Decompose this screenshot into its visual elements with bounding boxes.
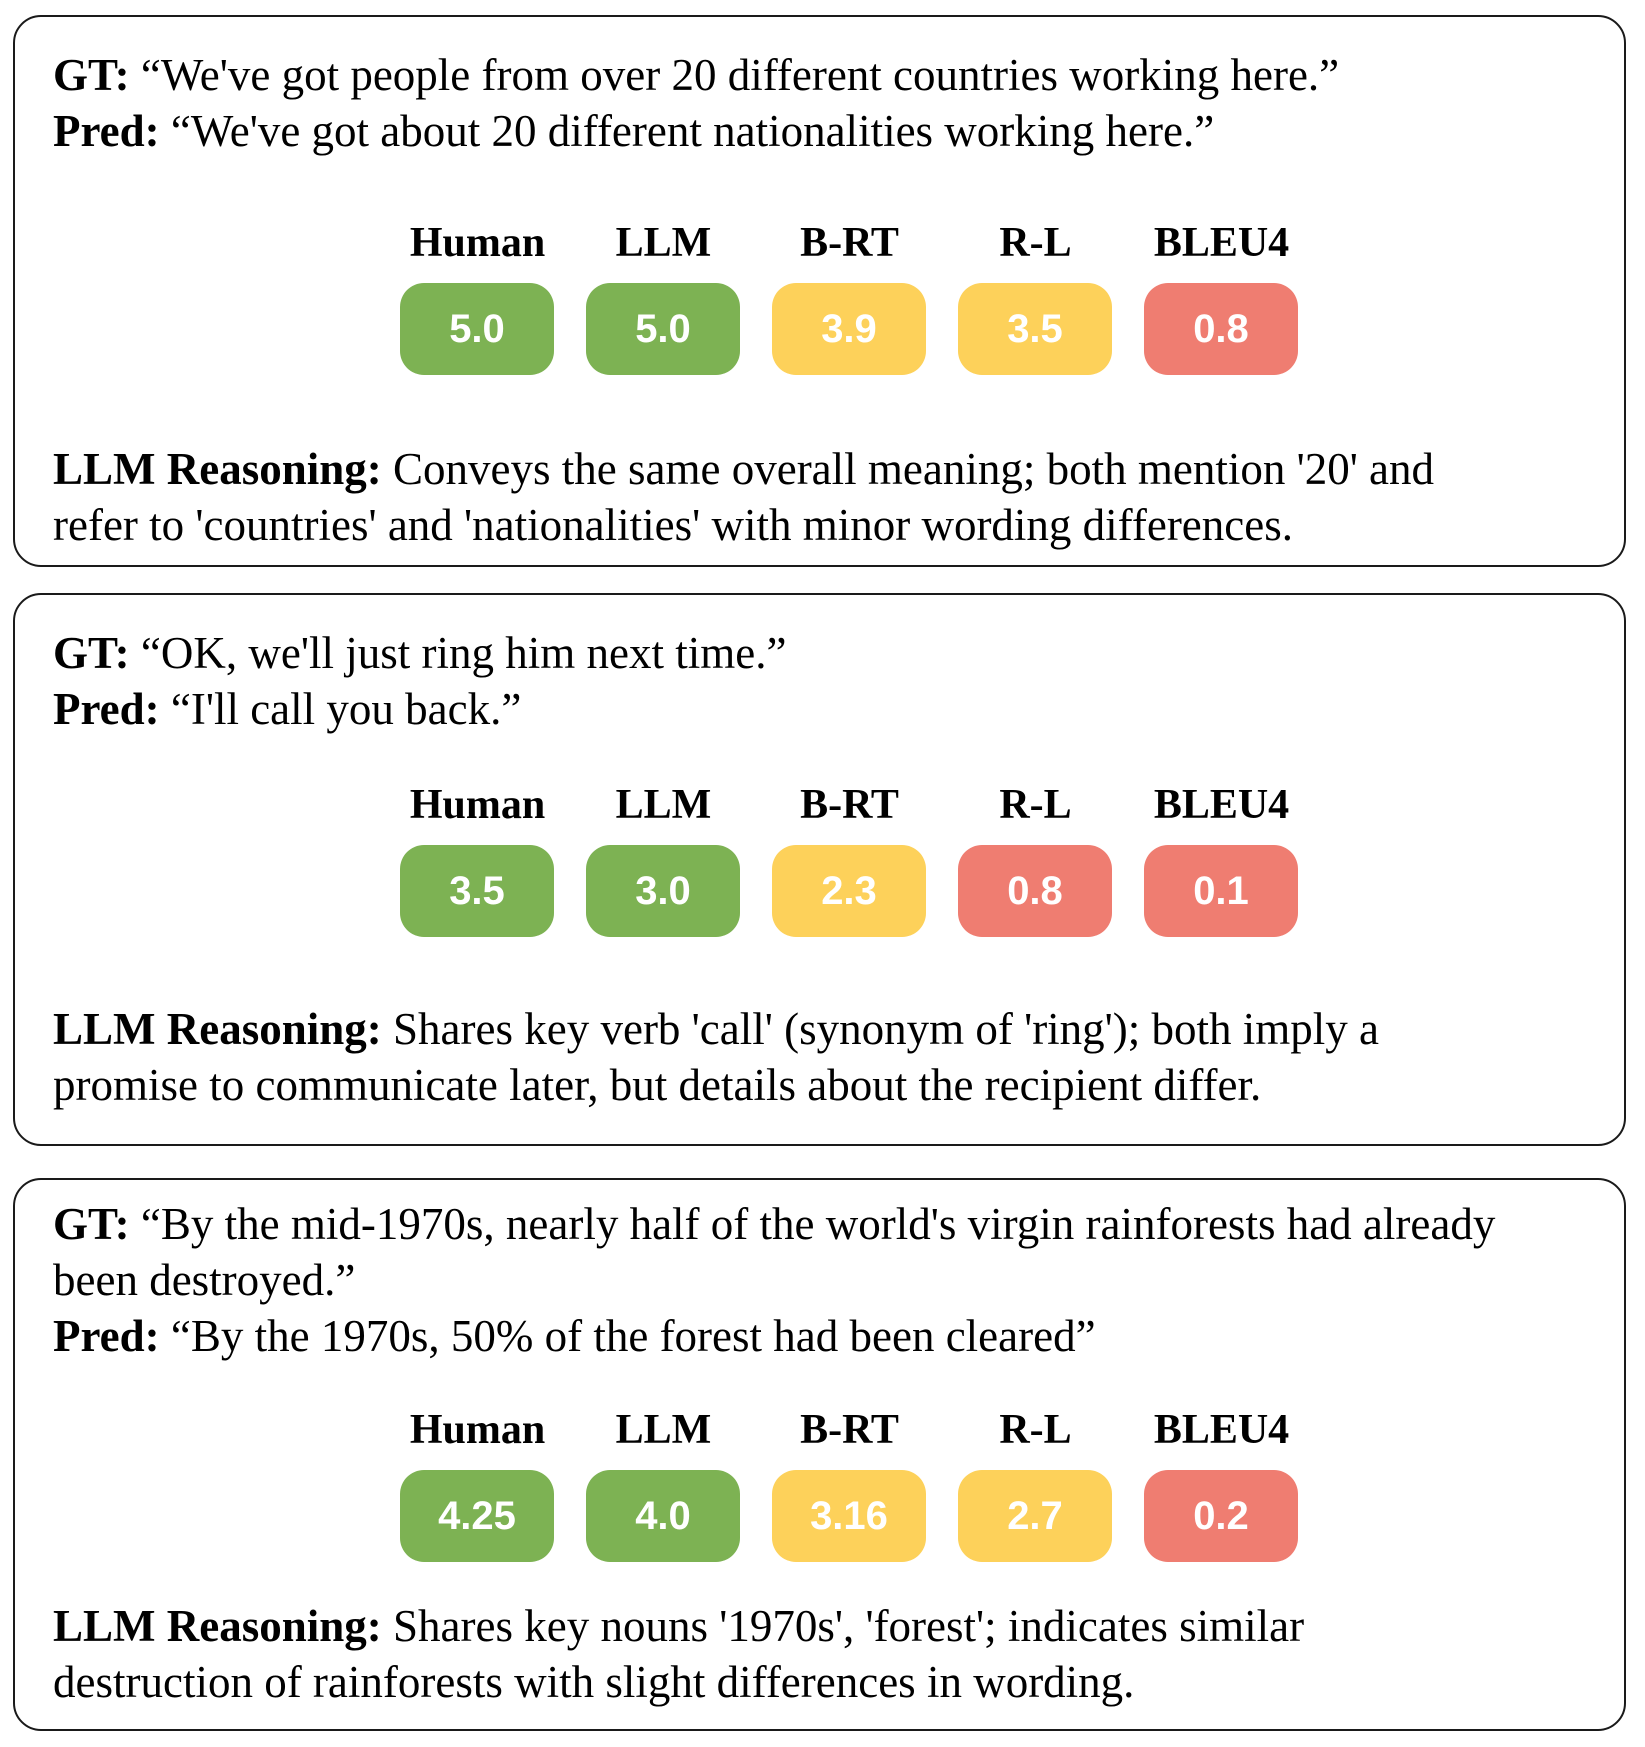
score-human <box>400 1406 555 1561</box>
score-llm <box>586 219 741 374</box>
gt-text: been destroyed.” <box>53 1255 356 1305</box>
gt-text: “By the mid-1970s, nearly half of the world's virgin rainforests had already <box>140 1199 1496 1249</box>
pred-text: “We've got about 20 different nationalities working here.” <box>170 106 1215 156</box>
example-card-3 <box>13 1178 1626 1731</box>
pred-text: “By the 1970s, 50% of the forest had been cleared” <box>170 1311 1096 1361</box>
score-bleu4 <box>1144 781 1299 936</box>
gt-label: GT: <box>53 628 130 678</box>
score-b-rt <box>772 219 927 374</box>
example-card-2 <box>13 593 1626 1146</box>
score-r-l <box>958 1406 1113 1561</box>
reasoning-line-2 <box>53 497 1594 553</box>
reasoning-label: LLM Reasoning: <box>53 444 382 494</box>
score-pill: 5.0 <box>586 283 740 375</box>
metric-label: B-RT <box>800 1407 899 1453</box>
score-pill: 0.2 <box>1144 1470 1298 1562</box>
score-pill: 0.8 <box>1144 283 1298 375</box>
metric-label: Human <box>409 1407 546 1453</box>
score-bleu4 <box>1144 219 1299 374</box>
reasoning-label: LLM Reasoning: <box>53 1004 382 1054</box>
pred-line <box>53 681 1594 737</box>
metric-label: BLEU4 <box>1153 1407 1290 1453</box>
pred-text: “I'll call you back.” <box>170 684 522 734</box>
reasoning-label: LLM Reasoning: <box>53 1601 382 1651</box>
score-row <box>400 219 1325 374</box>
pred-label: Pred: <box>53 106 160 156</box>
gt-text: “OK, we'll just ring him next time.” <box>140 628 787 678</box>
reasoning-line <box>53 1598 1594 1654</box>
reasoning-text: destruction of rainforests with slight differences in wording. <box>53 1657 1135 1707</box>
reasoning-line <box>53 441 1594 497</box>
score-pill: 5.0 <box>400 283 554 375</box>
gt-label: GT: <box>53 1199 130 1249</box>
gt-line <box>53 47 1594 103</box>
reasoning-text: refer to 'countries' and 'nationalities' with minor wording differences. <box>53 500 1293 550</box>
score-pill: 3.5 <box>958 283 1112 375</box>
reasoning-text: promise to communicate later, but details about the recipient differ. <box>53 1060 1262 1110</box>
score-row <box>400 1406 1325 1561</box>
reasoning-text: Shares key verb 'call' (synonym of 'ring'); both imply a <box>393 1004 1380 1054</box>
gt-line <box>53 1196 1594 1252</box>
metric-label: LLM <box>615 782 712 828</box>
pred-label: Pred: <box>53 684 160 734</box>
score-pill: 3.9 <box>772 283 926 375</box>
reasoning-line-2 <box>53 1057 1594 1113</box>
score-r-l <box>958 219 1113 374</box>
score-b-rt <box>772 1406 927 1561</box>
score-pill: 3.5 <box>400 845 554 937</box>
gt-label: GT: <box>53 50 130 100</box>
reasoning-line-2 <box>53 1654 1594 1710</box>
metric-label: Human <box>409 782 546 828</box>
pred-line <box>53 1308 1594 1364</box>
metric-label: Human <box>409 220 546 266</box>
score-pill: 4.25 <box>400 1470 554 1562</box>
metric-label: BLEU4 <box>1153 220 1290 266</box>
score-human <box>400 781 555 936</box>
score-b-rt <box>772 781 927 936</box>
metric-label: R-L <box>999 782 1072 828</box>
metric-label: B-RT <box>800 782 899 828</box>
score-r-l <box>958 781 1113 936</box>
score-bleu4 <box>1144 1406 1299 1561</box>
metric-label: B-RT <box>800 220 899 266</box>
score-llm <box>586 781 741 936</box>
gt-line-2 <box>53 1252 1594 1308</box>
score-pill: 3.16 <box>772 1470 926 1562</box>
score-human <box>400 219 555 374</box>
score-pill: 0.1 <box>1144 845 1298 937</box>
metric-label: R-L <box>999 1407 1072 1453</box>
metric-label: R-L <box>999 220 1072 266</box>
score-row <box>400 781 1325 936</box>
metric-label: LLM <box>615 1407 712 1453</box>
metric-label: LLM <box>615 220 712 266</box>
gt-text: “We've got people from over 20 different countries working here.” <box>140 50 1340 100</box>
score-pill: 2.7 <box>958 1470 1112 1562</box>
pred-label: Pred: <box>53 1311 160 1361</box>
pred-line <box>53 103 1594 159</box>
reasoning-text: Conveys the same overall meaning; both mention '20' and <box>393 444 1435 494</box>
score-pill: 3.0 <box>586 845 740 937</box>
example-card-1 <box>13 15 1626 567</box>
metric-label: BLEU4 <box>1153 782 1290 828</box>
score-llm <box>586 1406 741 1561</box>
reasoning-line <box>53 1001 1594 1057</box>
gt-line <box>53 625 1594 681</box>
reasoning-text: Shares key nouns '1970s', 'forest'; indicates similar <box>393 1601 1305 1651</box>
score-pill: 2.3 <box>772 845 926 937</box>
score-pill: 4.0 <box>586 1470 740 1562</box>
score-pill: 0.8 <box>958 845 1112 937</box>
